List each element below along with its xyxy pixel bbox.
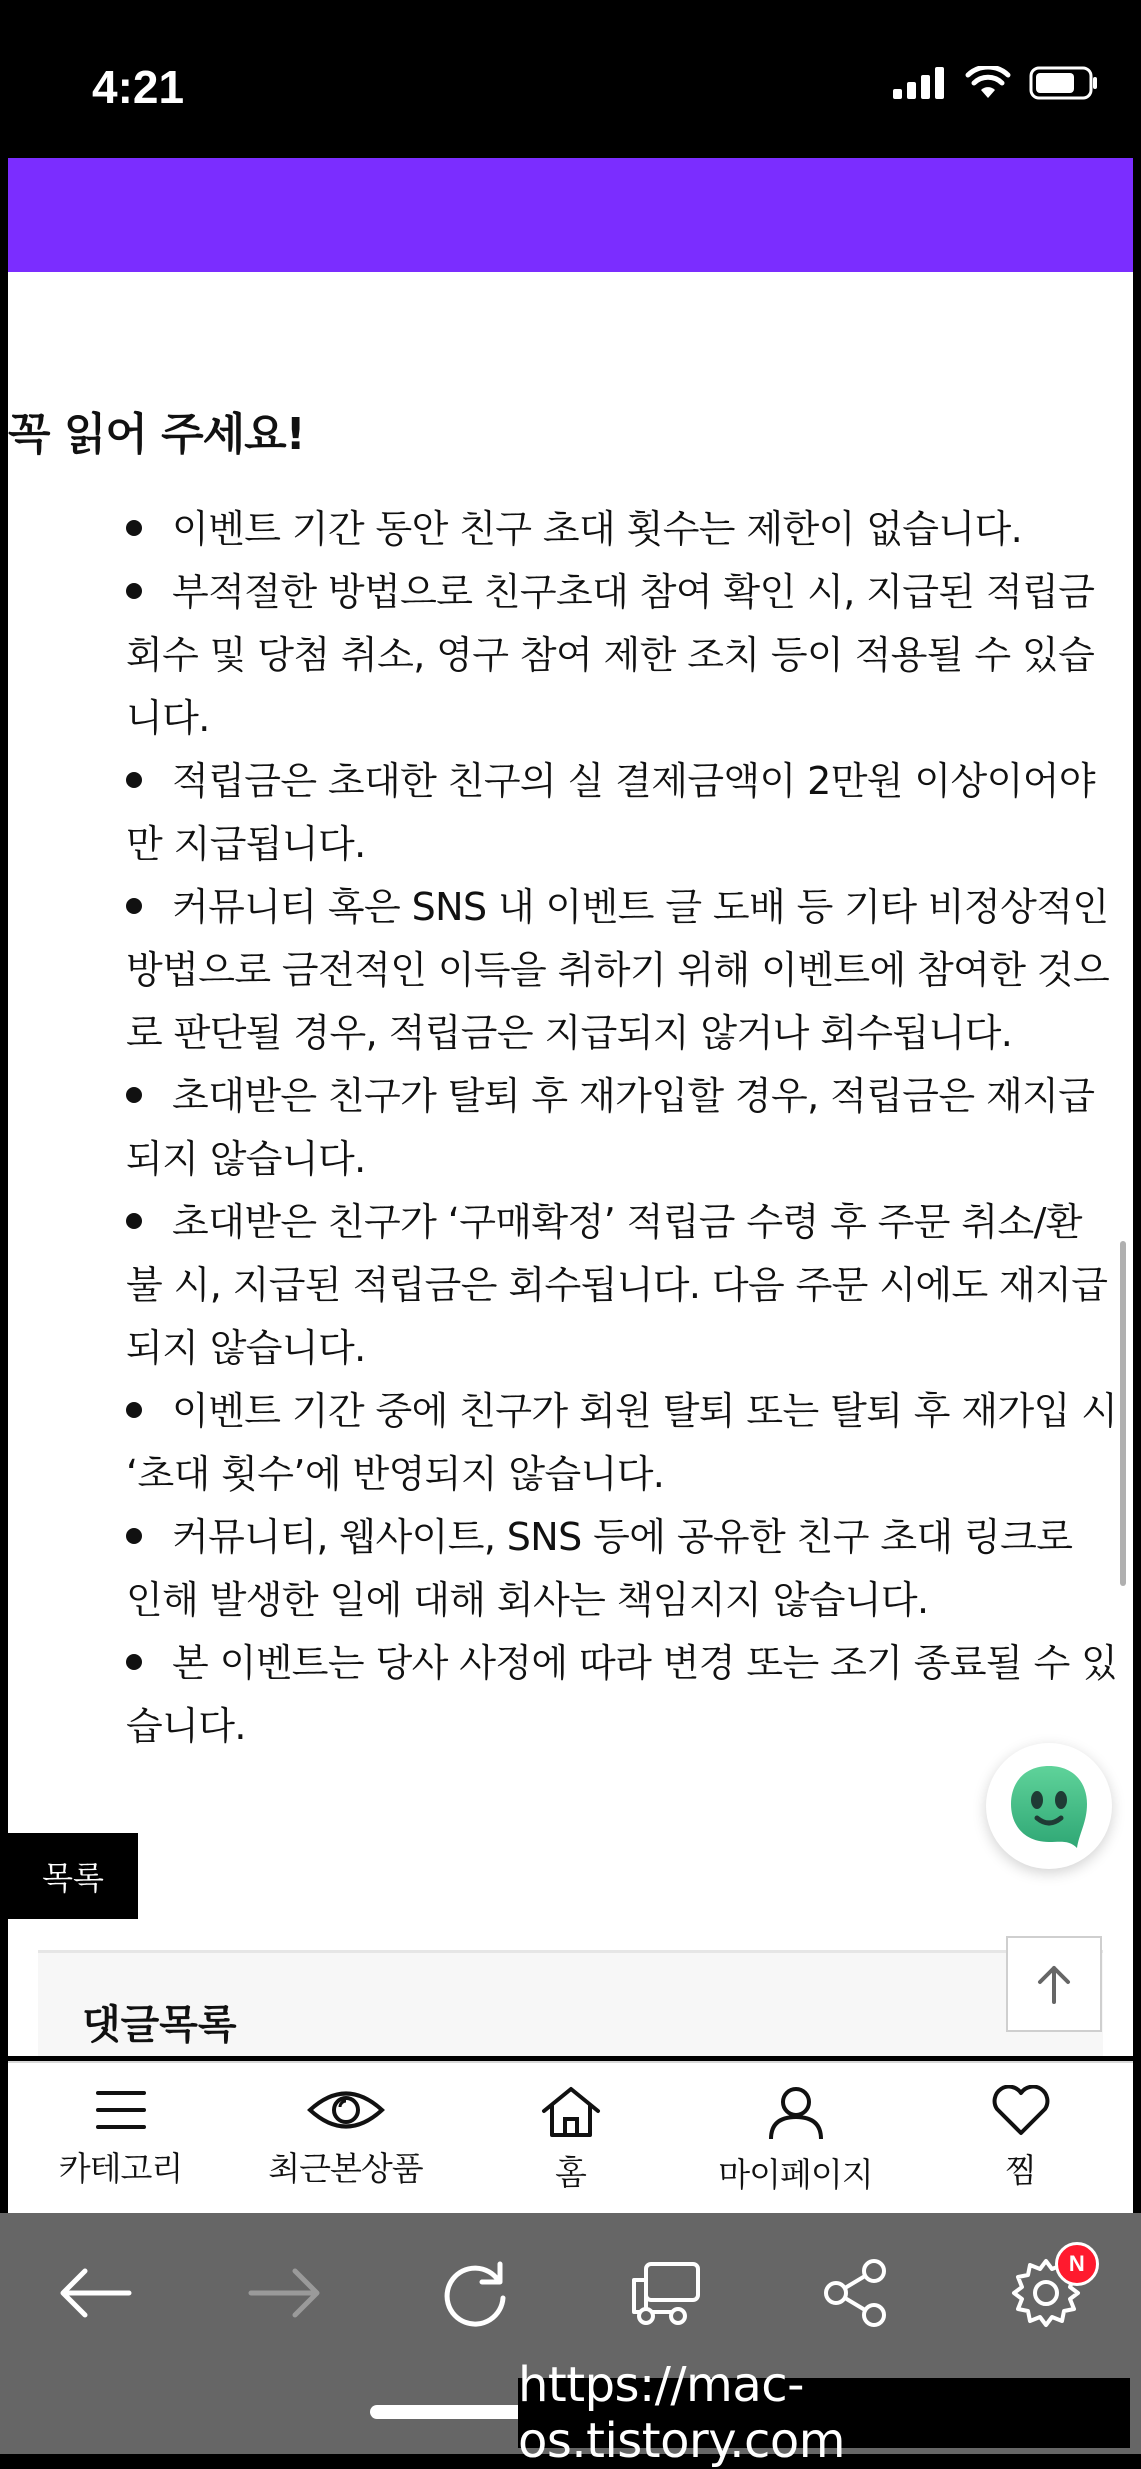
bottom-nav	[8, 2061, 1133, 2215]
reload-icon	[440, 2258, 510, 2328]
back-button[interactable]	[50, 2248, 140, 2338]
nav-home[interactable]	[458, 2063, 683, 2215]
nav-label: 카테고리	[58, 2149, 183, 2188]
status-icons	[893, 66, 1099, 100]
notification-badge: N	[1055, 2242, 1099, 2286]
nav-label: 홈	[555, 2153, 586, 2192]
eye-icon	[306, 2085, 386, 2135]
web-page	[8, 158, 1133, 2056]
arrow-up-icon	[1032, 1962, 1076, 2006]
notice-item: 이벤트 기간 중에 친구가 회원 탈퇴 또는 탈퇴 후 재가입 시 ‘초대 횟수’에 반영되지 않습니다.	[126, 1389, 1118, 1496]
notice-item: 초대받은 친구가 탈퇴 후 재가입할 경우, 적립금은 재지급 되지 않습니다.	[126, 1074, 1095, 1181]
heart-icon	[991, 2085, 1051, 2137]
nav-wishlist[interactable]	[908, 2063, 1133, 2215]
notice-item: 적립금은 초대한 친구의 실 결제금액이 2만원 이상이어야 만 지급됩니다.	[126, 759, 1095, 866]
bullet-icon	[126, 1213, 142, 1229]
notice-item: 부적절한 방법으로 친구초대 참여 확인 시, 지급된 적립금 회수 및 당첨 취소, 영구 참여 제한 조치 등이 적용될 수 있습 니다.	[126, 570, 1095, 740]
nav-label: 최근본상품	[268, 2149, 423, 2188]
watermark-text: https://mac-os.tistory.com	[518, 2378, 1130, 2448]
purple-banner	[8, 158, 1133, 272]
browser-buttons	[0, 2243, 1141, 2343]
nav-mypage[interactable]	[683, 2063, 908, 2215]
arrow-right-icon	[247, 2263, 323, 2323]
notice-list	[126, 498, 1133, 1758]
delivery-truck-icon	[628, 2258, 704, 2328]
arrow-left-icon	[57, 2263, 133, 2323]
nav-recent[interactable]	[233, 2063, 458, 2215]
signal-icon	[893, 67, 947, 99]
comment-title: 댓글목록	[82, 2002, 237, 2048]
user-icon	[767, 2085, 825, 2141]
notice-item: 커뮤니티 혹은 SNS 내 이벤트 글 도배 등 기타 비정상적인 방법으로 금전적인 이득을 취하기 위해 이벤트에 참여한 것으 로 판단될 경우, 적립금은 지급되지 않거나 회수됩니다.	[126, 885, 1110, 1055]
nav-label: 찜	[1005, 2151, 1036, 2190]
notice-title: 꼭 읽어 주세요!	[8, 409, 305, 460]
status-bar	[0, 0, 1141, 158]
notice-item: 커뮤니티, 웹사이트, SNS 등에 공유한 친구 초대 링크로 인해 발생한 일에 대해 회사는 책임지지 않습니다.	[126, 1515, 1073, 1622]
bullet-icon	[126, 1402, 142, 1418]
bullet-icon	[126, 898, 142, 914]
notice-item: 이벤트 기간 동안 친구 초대 횟수는 제한이 없습니다.	[126, 498, 1133, 561]
share-button[interactable]	[811, 2248, 901, 2338]
menu-icon	[94, 2085, 148, 2135]
reload-button[interactable]	[430, 2248, 520, 2338]
notice-item: 본 이벤트는 당사 사정에 따라 변경 또는 조기 종료될 수 있 습니다.	[126, 1641, 1118, 1748]
bullet-icon	[126, 583, 142, 599]
home-icon	[540, 2085, 602, 2139]
list-button[interactable]: 목록	[8, 1833, 138, 1919]
forward-button[interactable]	[240, 2248, 330, 2338]
bullet-icon	[126, 772, 142, 788]
wifi-icon	[965, 66, 1011, 100]
bullet-icon	[126, 1528, 142, 1544]
tabs-button[interactable]	[621, 2248, 711, 2338]
comment-section	[38, 1950, 1103, 2056]
nav-label: 마이페이지	[718, 2155, 873, 2194]
chatbot-button[interactable]	[986, 1743, 1112, 1869]
bullet-icon	[126, 1087, 142, 1103]
scroll-top-button[interactable]	[1006, 1936, 1102, 2032]
nav-category[interactable]	[8, 2063, 233, 2215]
battery-icon	[1029, 66, 1099, 100]
scrollbar[interactable]	[1120, 1241, 1126, 1586]
settings-button[interactable]	[1001, 2248, 1091, 2338]
share-icon	[820, 2257, 892, 2329]
notice-item: 초대받은 친구가 ‘구매확정’ 적립금 수령 후 주문 취소/환 불 시, 지급된 적립금은 회수됩니다. 다음 주문 시에도 재지급 되지 않습니다.	[126, 1200, 1108, 1370]
bullet-icon	[126, 520, 142, 536]
status-time: 4:21	[92, 61, 185, 113]
bullet-icon	[126, 1654, 142, 1670]
chatbot-icon	[1003, 1760, 1095, 1852]
